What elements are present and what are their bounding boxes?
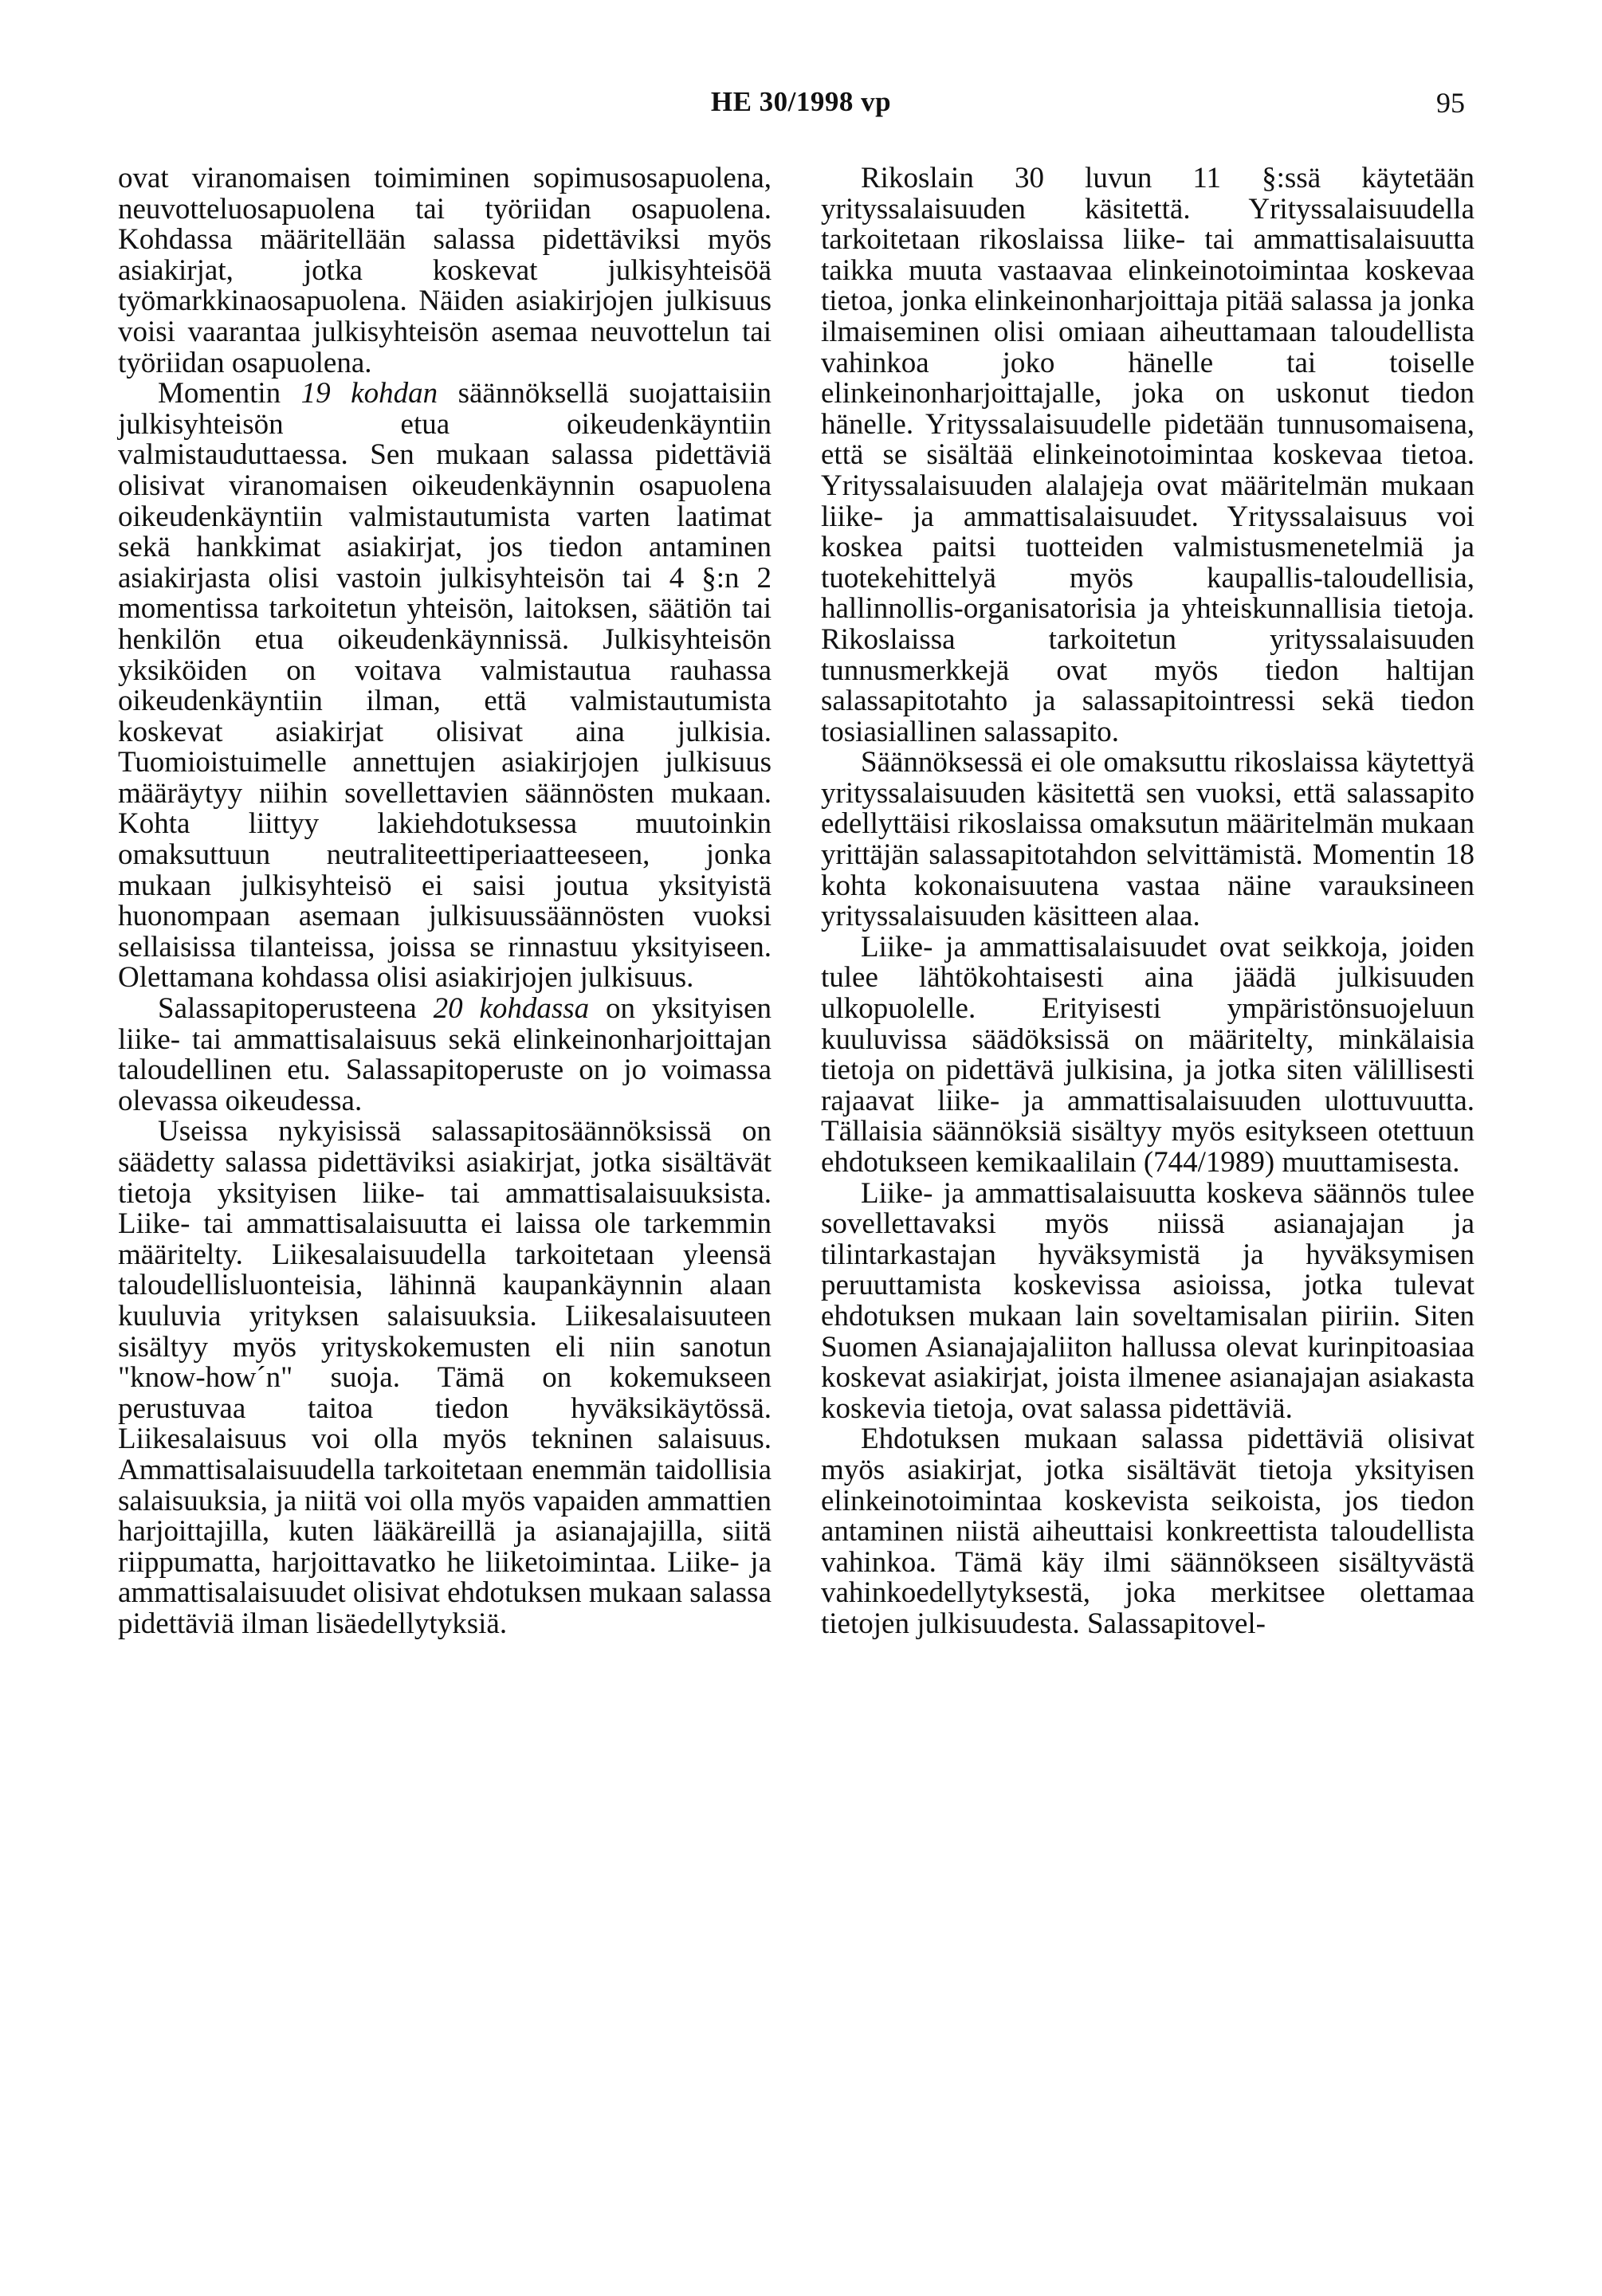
paragraph: Säännöksessä ei ole omaksuttu rikoslaissa käytettyä yrityssalaisuuden käsitettä sen vuoksi, että salassapito edellyttäisi rikoslaissa omaksutun määritelmän mukaan yrittäjän salassapitotahdon selvittämistä. Momentin 18 kohta kokonaisuutena vastaa näine varauksineen yrityssalaisuuden käsitteen alaa. — [821, 746, 1474, 933]
paragraph-text: on yksityisen liike- tai ammattisalaisuus sekä elinkeinonharjoittajan taloudellinen etu. Salassapitoperuste on jo voimassa olevassa oikeudessa. — [118, 992, 772, 1117]
right-column — [821, 163, 1474, 1640]
paragraph: Liike- ja ammattisalaisuutta koskeva säännös tulee sovellettavaksi myös niissä asianajajan ja tilintarkastajan hyväksymistä ja hyväksymisen peruuttamista koskevissa asioissa, jotka tulevat ehdotuksen mukaan lain soveltamisalan piiriin. Siten Suomen Asianajajaliiton hallussa olevat kurinpitoasiaa koskevat asiakirjat, joista ilmenee asianajajan asiakasta koskevia tietoja, ovat salassa pidettäviä. — [821, 1176, 1474, 1425]
page-header — [0, 86, 1602, 134]
paragraph-text: Salassapitoperusteena — [158, 992, 434, 1026]
paragraph-text: Momentin — [158, 377, 301, 410]
document-reference: HE 30/1998 vp — [710, 86, 892, 117]
left-column — [118, 163, 772, 1640]
paragraph — [118, 379, 772, 994]
paragraph: Rikoslain 30 luvun 11 §:ssä käytetään yrityssalaisuuden käsitettä. Yrityssalaisuudella tarkoitetaan rikoslaissa liike- tai ammattisalaisuutta taikka muuta vastaavaa elinkeinotoimintaa koskevaa tietoa, jonka elinkeinonharjoittaja pitää salassa ja jonka ilmaiseminen olisi omiaan aiheuttamaan taloudellista vahinkoa joko hänelle tai toiselle elinkeinonharjoittajalle, joka on uskonut tiedon hänelle. Yrityssalaisuudelle pidetään tunnusomaisena, että se sisältää elinkeinotoimintaa koskevaa tietoa. Yrityssalaisuuden alalajeja ovat määritelmän mukaan liike- ja ammattisalaisuudet. Yrityssalaisuus voi koskea paitsi tuotteiden valmistusmenetelmiä ja tuotekehittelyä myös kaupallis-taloudellisia, hallinnollis-organisatorisia ja yhteiskunnallisia tietoja. Rikoslaissa tarkoitetun yrityssalaisuuden tunnusmerkkejä ovat myös tiedon haltijan salassapitotahto ja salassapitointressi sekä tiedon tosiasiallinen salassapito. — [821, 162, 1474, 748]
paragraph-text: säännöksellä suojattaisiin julkisyhteisön etua oikeudenkäyntiin valmistauduttaessa. Sen mukaan salassa pidettäviä olisivat viranomaisen oikeudenkäynnin osapuolena oikeudenkäyntiin valmistautumista varten laatimat sekä hankkimat asiakirjat, jos tiedon antaminen asiakirjasta olisi vastoin julkisyhteisön tai 4 §:n 2 momentissa tarkoitetun yhteisön, laitoksen, säätiön tai henkilön etua oikeudenkäynnissä. Julkisyhteisön yksiköiden on voitava valmistautua rauhassa oikeudenkäyntiin ilman, että valmistautumista koskevat asiakirjat olisivat aina julkisia. Tuomioistuimelle annettujen asiakirjojen julkisuus määräytyy niihin sovellettavien säännösten mukaan. Kohta liittyy lakiehdotuksessa muutoinkin omaksuttuun neutraliteettiperiaatteeseen, jonka mukaan julkisyhteisö ei saisi joutua yksityistä huonompaan asemaan julkisuussäännösten vuoksi sellaisissa tilanteissa, joissa se rinnastuu yksityiseen. Olettamana kohdassa olisi asiakirjojen julkisuus. — [118, 377, 772, 995]
page-number: 95 — [1436, 87, 1465, 119]
paragraph-emphasis: 20 kohdassa — [433, 992, 590, 1026]
paragraph: ovat viranomaisen toimiminen sopimusosapuolena, neuvotteluosapuolena tai työriidan osapuolena. Kohdassa määritellään salassa pidettäviksi myös asiakirjat, jotka koskevat julkisyhteisöä työmarkkinaosapuolena. Näiden asiakirjojen julkisuus voisi vaarantaa julkisyhteisön asemaa neuvottelun tai työriidan osapuolena. — [118, 162, 772, 379]
paragraph-emphasis: 19 kohdan — [300, 377, 438, 410]
paragraph: Liike- ja ammattisalaisuudet ovat seikkoja, joiden tulee lähtökohtaisesti aina jäädä julkisuuden ulkopuolelle. Erityisesti ympäristönsuojeluun kuuluvissa säädöksissä on määritelty, minkälaisia tietoja on pidettävä julkisina, ja jotka siten välillisesti rajaavat liike- ja ammattisalaisuuden ulottuvuutta. Tällaisia säännöksiä sisältyy myös esitykseen otettuun ehdotukseen kemikaalilain (744/1989) muuttamisesta. — [821, 930, 1474, 1179]
paragraph — [118, 994, 772, 1117]
paragraph: Ehdotuksen mukaan salassa pidettäviä olisivat myös asiakirjat, jotka sisältävät tietoja yksityisen elinkeinotoimintaa koskevista seikoista, jos tiedon antaminen niistä aiheuttaisi konkreettista taloudellista vahinkoa. Tämä käy ilmi säännökseen sisältyvästä vahinkoedellytyksestä, joka merkitsee olettamaa tietojen julkisuudesta. Salassapitovel- — [821, 1423, 1474, 1640]
paragraph: Useissa nykyisissä salassapitosäännöksissä on säädetty salassa pidettäviksi asiakirjat, jotka sisältävät tietoja yksityisen liike- tai ammattisalaisuuksista. Liike- tai ammattisalaisuutta ei laissa ole tarkemmin määritelty. Liikesalaisuudella tarkoitetaan yleensä taloudellisluonteisia, lähinnä kaupankäynnin alaan kuuluvia yrityksen salaisuuksia. Liikesalaisuuteen sisältyy myös yrityskokemusten eli niin sanotun "know-how´n" suoja. Tämä on kokemukseen perustuvaa taitoa tiedon hyväksikäytössä. Liikesalaisuus voi olla myös tekninen salaisuus. Ammattisalaisuudella tarkoitetaan enemmän taidollisia salaisuuksia, ja niitä voi olla myös vapaiden ammattien harjoittajilla, kuten lääkäreillä ja asianajajilla, siitä riippumatta, harjoittavatko he liiketoimintaa. Liike- ja ammattisalaisuudet olisivat ehdotuksen mukaan salassa pidettäviä ilman lisäedellytyksiä. — [118, 1115, 772, 1640]
